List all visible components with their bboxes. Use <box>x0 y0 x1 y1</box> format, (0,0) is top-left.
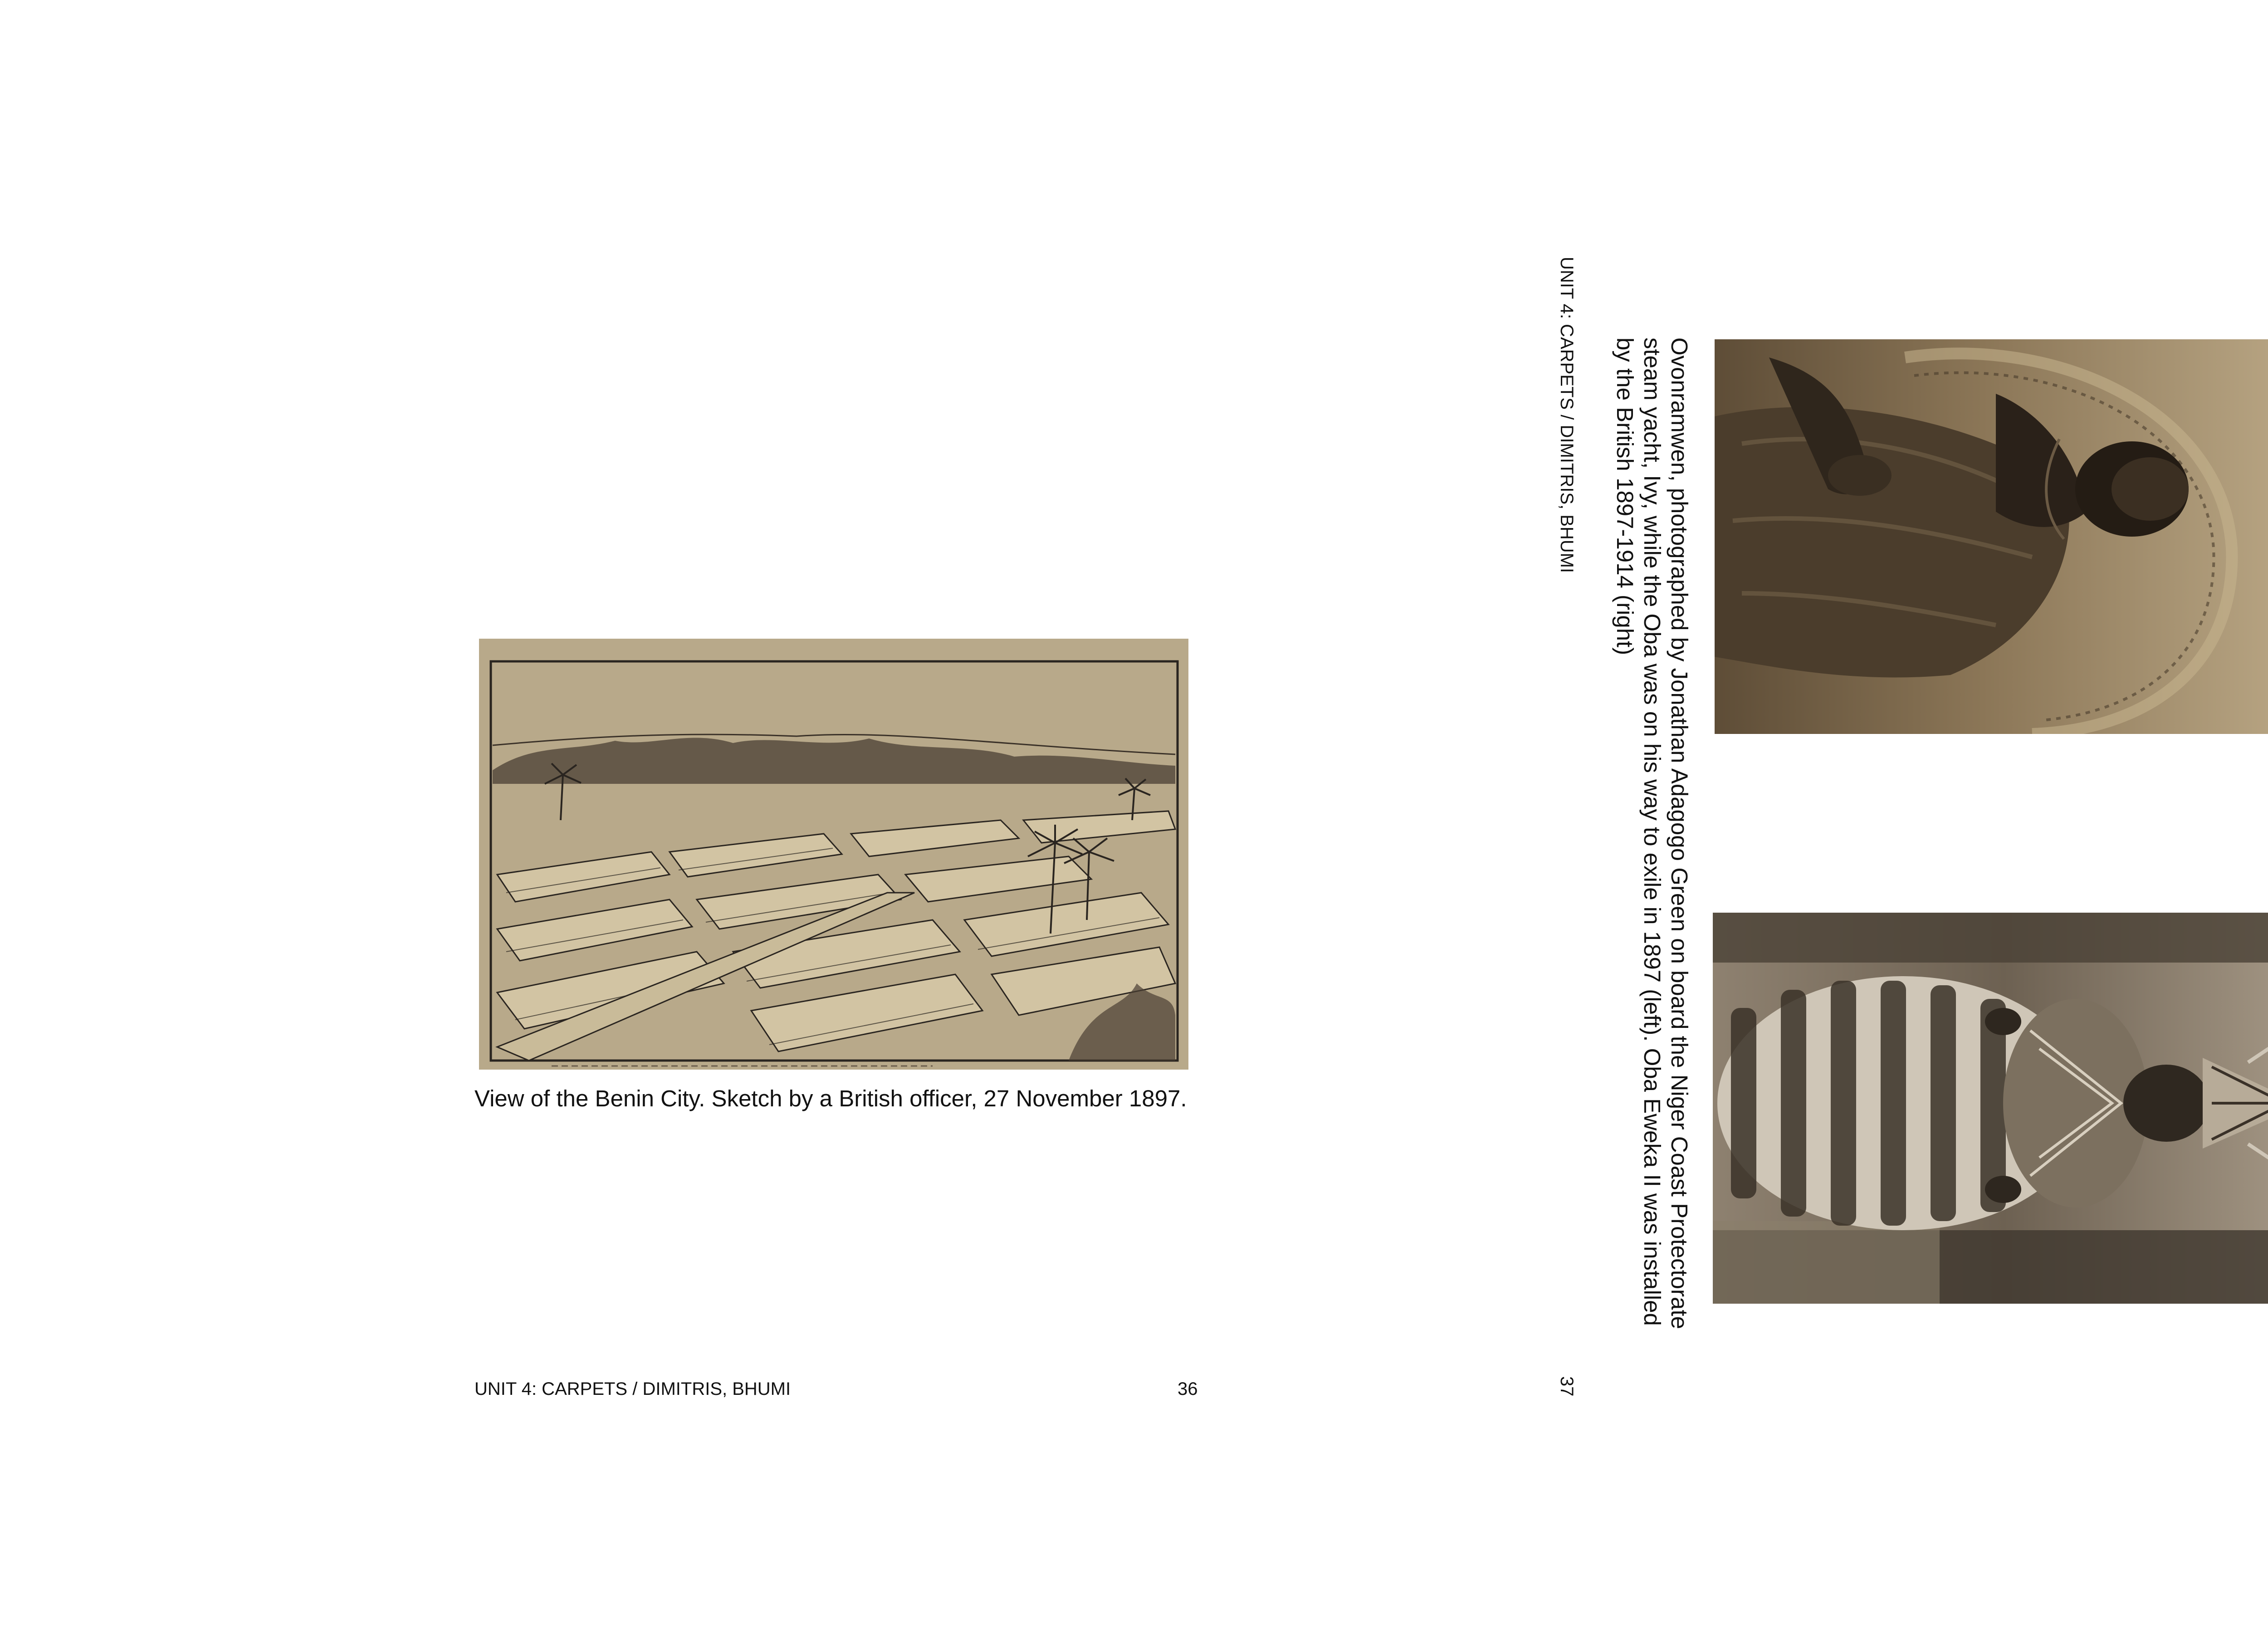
benin-city-sketch-image <box>479 639 1188 1070</box>
running-header-right: UNIT 4: CARPETS / DIMITRIS, BHUMI <box>1557 257 1577 573</box>
ovonramwen-photograph <box>1715 339 2268 734</box>
page-number-right: 37 <box>1557 1376 1577 1397</box>
oba-eweka-ii-photograph <box>1713 913 2268 1304</box>
photo-caption-line: by the British 1897-1914 (right) <box>1612 337 1638 655</box>
photo-caption-line: Ovonramwen, photographed by Jonathan Adagogo Green on board the Niger Coast Protectorate <box>1667 337 1692 1329</box>
photo-caption-right <box>1611 337 1693 1329</box>
oba-eweka-photo-drawing <box>1713 913 2268 1304</box>
running-footer-left: UNIT 4: CARPETS / DIMITRIS, BHUMI <box>474 1379 791 1399</box>
page-number-left: 36 <box>1178 1379 1198 1399</box>
benin-city-sketch-drawing <box>479 639 1188 1070</box>
photo-caption-line: steam yacht, Ivy, while the Oba was on his way to exile in 1897 (left). Oba Eweka II was installed <box>1639 337 1665 1326</box>
ovonramwen-photo-drawing <box>1715 339 2268 734</box>
figure-caption-benin-city: View of the Benin City. Sketch by a British officer, 27 November 1897. <box>474 1085 1187 1111</box>
